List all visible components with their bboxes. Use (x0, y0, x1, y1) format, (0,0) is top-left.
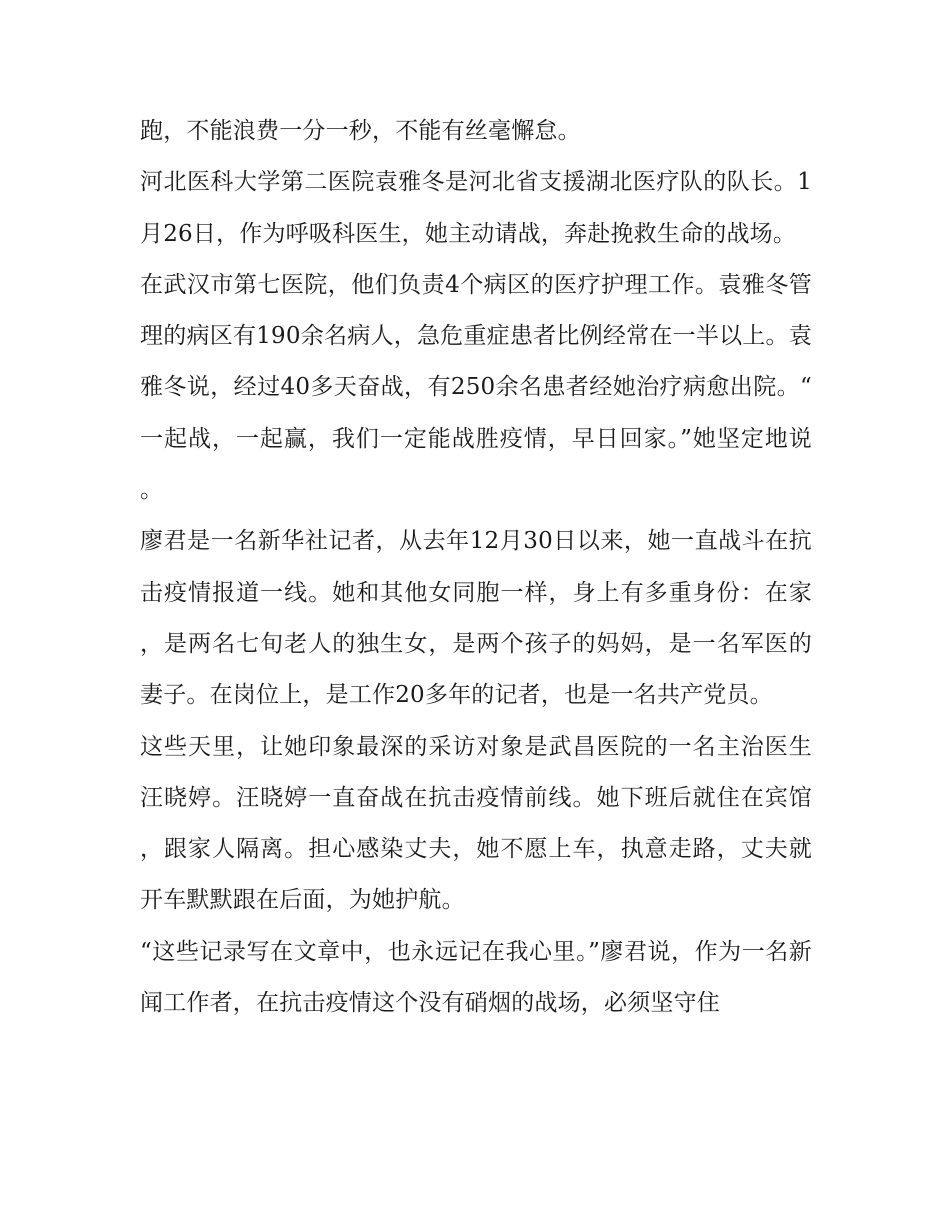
paragraph-4: 廖君是一名新华社记者，从去年12月30日以来，她一直战斗在抗击疫情报道一线。她和其他女同胞一样，身上有多重身份：在家，是两名七旬老人的独生女，是两个孩子的妈妈，是一名军医的妻子。在岗位上，是工作20多年的记者，也是一名共产党员。 (140, 528, 812, 709)
paragraph-6: “这些记录写在文章中，也永远记在我心里。”廖君说，作为一名新闻工作者，在抗击疫情这个没有硝烟的战场，必须坚守住 (140, 938, 812, 1017)
paragraph-5: 这些天里，让她印象最深的采访对象是武昌医院的一名主治医生汪晓婷。汪晓婷一直奋战在抗击疫情前线。她下班后就住在宾馆，跟家人隔离。担心感染丈夫，她不愿上车，执意走路，丈夫就开车默默跟在后面，为她护航。 (140, 733, 812, 914)
article-body (140, 106, 812, 1029)
paragraph-3: 在武汉市第七医院，他们负责4个病区的医疗护理工作。袁雅冬管理的病区有190余名病人，急危重症患者比例经常在一半以上。袁雅冬说，经过40多天奋战，有250余名患者经她治疗病愈出院。“一起战，一起赢，我们一定能战胜疫情，早日回家。”她坚定地说。 (140, 271, 812, 504)
paragraph-1: 跑，不能浪费一分一秒，不能有丝毫懈怠。 (140, 118, 581, 144)
paragraph-2: 河北医科大学第二医院袁雅冬是河北省支援湖北医疗队的队长。1月26日，作为呼吸科医生，她主动请战，奔赴挽救生命的战场。 (140, 169, 812, 247)
